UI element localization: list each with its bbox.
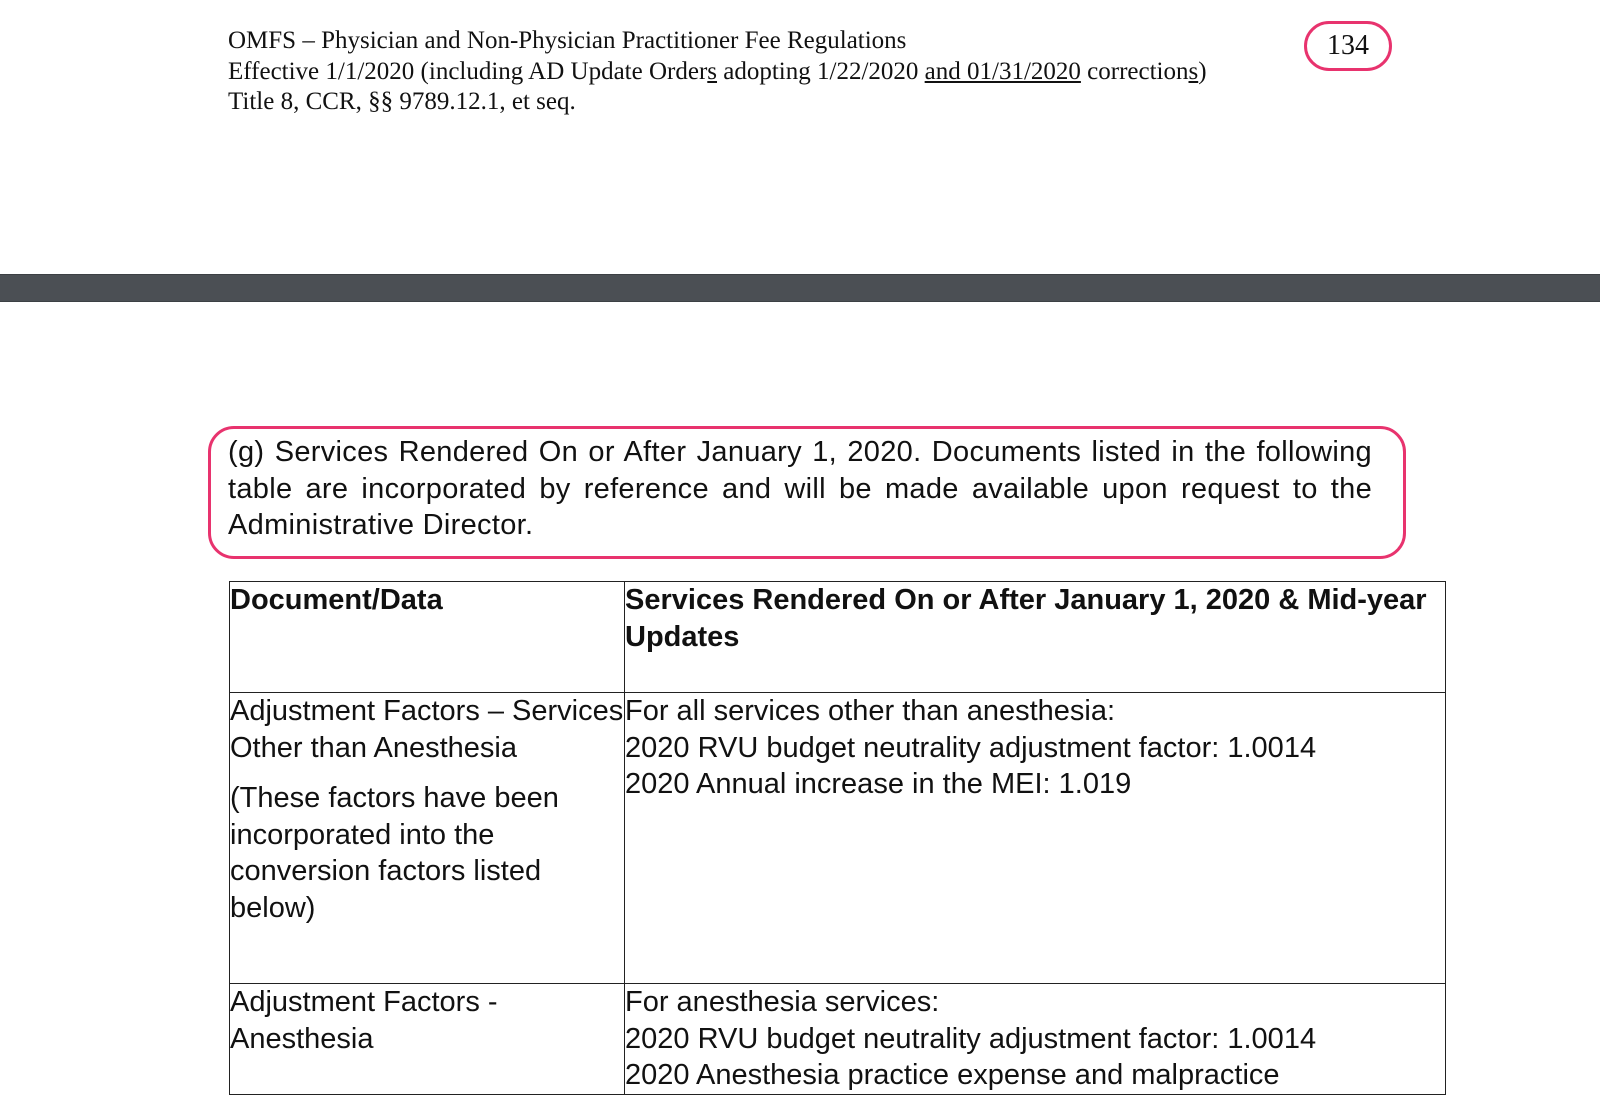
table-header-services: Services Rendered On or After January 1, 2020 & Mid-year Updates: [625, 582, 1446, 693]
row-note: (These factors have been incorporated into the conversion factors listed below): [230, 782, 559, 924]
table-cell-document: [230, 984, 625, 1095]
table-cell-document: [230, 693, 625, 984]
value-line: 2020 RVU budget neutrality adjustment factor: 1.0014: [625, 1022, 1317, 1055]
row-label: Adjustment Factors – Services Other than Anesthesia: [230, 695, 624, 764]
table-row: [230, 984, 1446, 1095]
value-line: 2020 Anesthesia practice expense and malpractice: [625, 1059, 1280, 1091]
incorporated-documents-table: [229, 581, 1446, 1095]
header-citation-line: Title 8, CCR, §§ 9789.12.1, et seq.: [228, 88, 576, 115]
value-line: For anesthesia services:: [625, 986, 940, 1018]
document-header: [228, 26, 1207, 118]
value-line: 2020 RVU budget neutrality adjustment factor: 1.0014: [625, 731, 1317, 764]
header-title-line: OMFS – Physician and Non-Physician Practitioner Fee Regulations: [228, 27, 907, 54]
table-row: [230, 693, 1446, 984]
value-line: 2020 Annual increase in the MEI: 1.019: [625, 768, 1132, 800]
table-cell-values: [625, 693, 1446, 984]
table-header-document: Document/Data: [230, 582, 625, 693]
value-line: For all services other than anesthesia:: [625, 695, 1116, 727]
section-g-paragraph: (g) Services Rendered On or After January 1, 2020. Documents listed in the following table are incorporated by reference and will be made available upon request to the Administrative Director.: [228, 436, 1372, 541]
table-cell-values: [625, 984, 1446, 1095]
page-break-divider: [0, 274, 1600, 302]
page-number-badge: 134: [1304, 21, 1392, 71]
row-label: Adjustment Factors - Anesthesia: [230, 986, 498, 1055]
table-header-row: [230, 582, 1446, 693]
header-effective-line: Effective 1/1/2020 (including AD Update Orders adopting 1/22/2020 and 01/31/2020 corrections): [228, 57, 1207, 85]
